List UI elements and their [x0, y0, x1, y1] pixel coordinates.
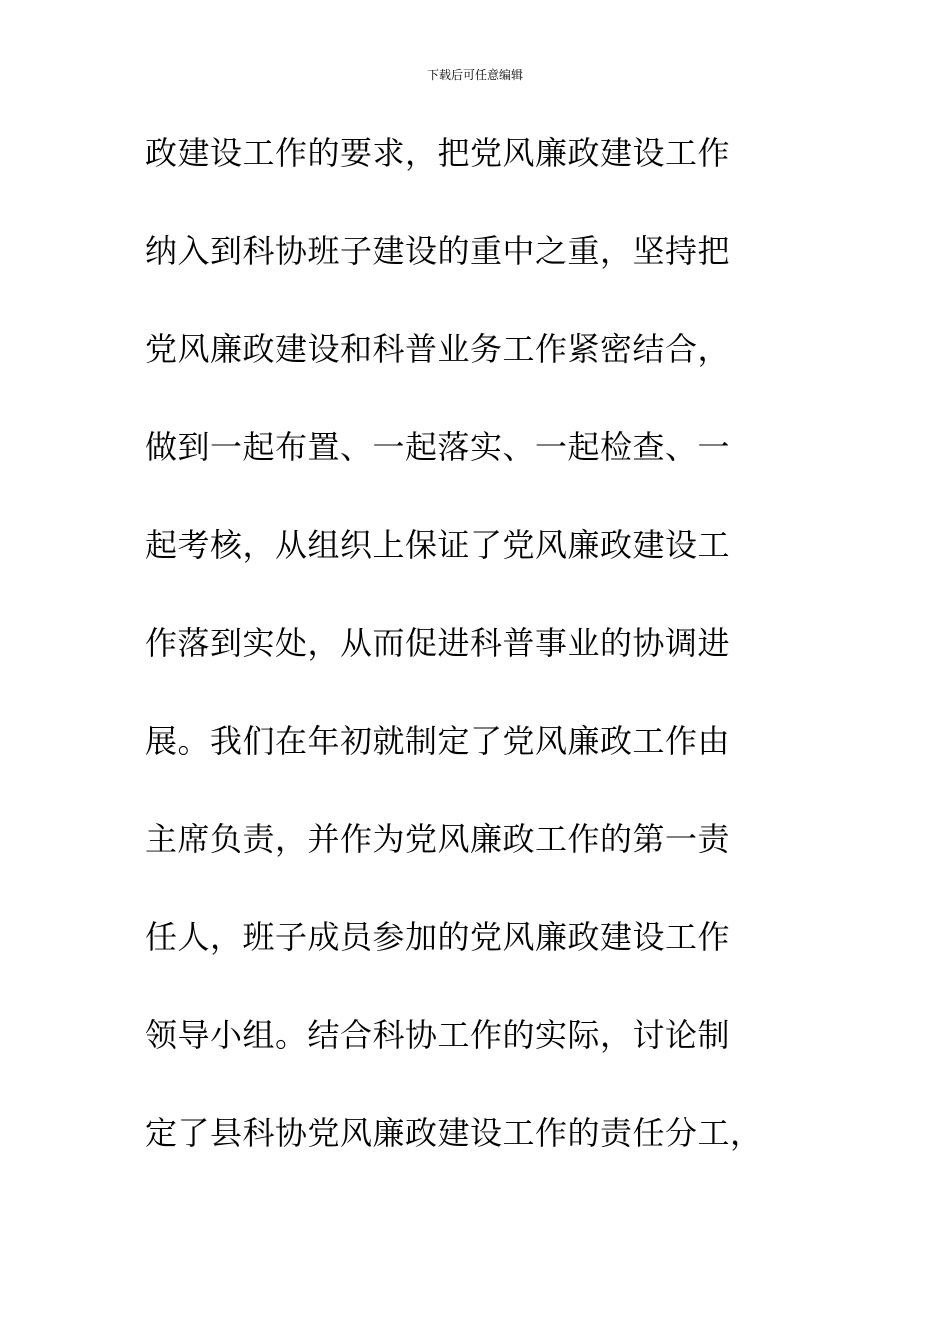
- text-line: 主席负责，并作为党风廉政工作的第一责: [145, 820, 731, 858]
- text-line: 定了县科协党风廉政建设工作的责任分工，: [145, 1114, 763, 1152]
- text-line: 作落到实处，从而促进科普事业的协调进: [145, 624, 731, 662]
- document-body: [145, 124, 815, 1202]
- text-line: 党风廉政建设和科普业务工作紧密结合，: [145, 330, 731, 368]
- text-line: 展。我们在年初就制定了党风廉政工作由: [145, 722, 731, 760]
- text-line: 纳入到科协班子建设的重中之重，坚持把: [145, 232, 731, 270]
- page-header: 下载后可任意编辑: [426, 68, 523, 82]
- text-line: 做到一起布置、一起落实、一起检查、一: [145, 428, 731, 466]
- text-line: 任人，班子成员参加的党风廉政建设工作: [145, 918, 731, 956]
- text-line: 起考核，从组织上保证了党风廉政建设工: [145, 526, 731, 564]
- text-line: 政建设工作的要求，把党风廉政建设工作: [145, 134, 731, 172]
- text-line: 领导小组。结合科协工作的实际，讨论制: [145, 1016, 731, 1054]
